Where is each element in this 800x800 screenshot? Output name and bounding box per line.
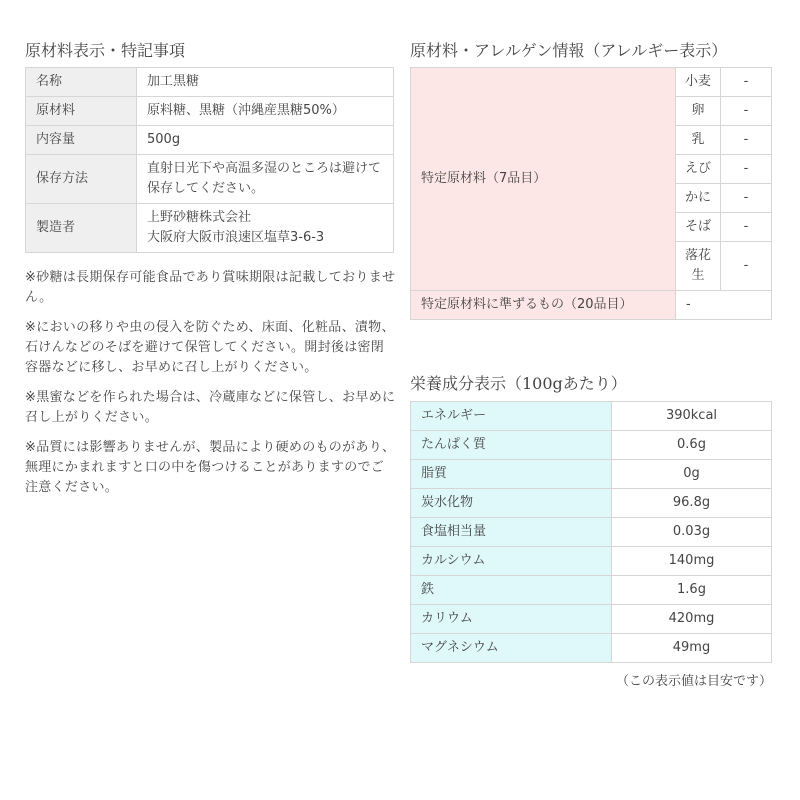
nutrient-name: 鉄 (411, 576, 612, 605)
nutrient-name: 炭水化物 (411, 489, 612, 518)
allergen-mark: - (721, 126, 772, 155)
nutrition-footnote: （この表示値は目安です） (615, 674, 772, 689)
note-item: ※においの移りや虫の侵入を防ぐため、床面、化粧品、漬物、石けんなどのそばを避けて保管してください。開封後は密閉容器などに移し、お早めに召し上がりください。 (25, 320, 395, 375)
allergen-item: 落花生 (676, 242, 721, 291)
table-row (411, 431, 772, 460)
spec-section-title: 原材料表示・特記事項 (25, 41, 186, 60)
allergen-mark: - (721, 97, 772, 126)
spec-label: 内容量 (26, 126, 137, 155)
allergen-item: えび (676, 155, 721, 184)
nutrient-name: 食塩相当量 (411, 518, 612, 547)
table-row (26, 155, 394, 204)
spec-value: 直射日光下や高温多湿のところは避けて保存してください。 (137, 155, 394, 204)
nutrient-name: 脂質 (411, 460, 612, 489)
spec-label: 製造者 (26, 204, 137, 253)
table-row (411, 68, 772, 97)
nutrient-value: 420mg (612, 605, 772, 634)
notes (25, 268, 397, 508)
allergen-item: 卵 (676, 97, 721, 126)
spec-value: 原料糖、黒糖（沖縄産黒糖50%） (137, 97, 394, 126)
nutrient-name: カルシウム (411, 547, 612, 576)
specific-ingredients-label: 特定原材料（7品目） (411, 68, 676, 291)
table-row (411, 291, 772, 320)
spec-label: 保存方法 (26, 155, 137, 204)
allergen-table (410, 67, 772, 320)
nutrient-value: 96.8g (612, 489, 772, 518)
note-item: ※黒蜜などを作られた場合は、冷蔵庫などに保管し、お早めに召し上がりください。 (25, 390, 396, 425)
spec-label: 原材料 (26, 97, 137, 126)
nutrient-value: 49mg (612, 634, 772, 663)
table-row (411, 402, 772, 431)
nutrient-name: たんぱく質 (411, 431, 612, 460)
nutrition-table (410, 401, 772, 663)
table-row (26, 204, 394, 253)
quasi-ingredients-label: 特定原材料に準ずるもの（20品目） (411, 291, 676, 320)
allergen-item: そば (676, 213, 721, 242)
allergen-mark: - (721, 242, 772, 291)
quasi-ingredients-value: - (676, 291, 772, 320)
spec-table (25, 67, 394, 253)
allergen-section-title: 原材料・アレルゲン情報（アレルギー表示） (410, 41, 728, 60)
note-item: ※品質には影響ありませんが、製品により硬めのものがあり、無理にかまれますと口の中を傷つけることがありますのでご注意ください。 (25, 440, 396, 495)
allergen-item: かに (676, 184, 721, 213)
allergen-item: 小麦 (676, 68, 721, 97)
nutrient-name: カリウム (411, 605, 612, 634)
table-row (411, 605, 772, 634)
table-row (411, 460, 772, 489)
allergen-mark: - (721, 213, 772, 242)
table-row (411, 547, 772, 576)
table-row (411, 634, 772, 663)
spec-value: 加工黒糖 (137, 68, 394, 97)
nutrient-value: 140mg (612, 547, 772, 576)
nutrient-name: エネルギー (411, 402, 612, 431)
nutrient-value: 0.6g (612, 431, 772, 460)
table-row (411, 489, 772, 518)
nutrient-value: 390kcal (612, 402, 772, 431)
spec-value: 上野砂糖株式会社 大阪府大阪市浪速区塩草3-6-3 (137, 204, 394, 253)
nutrition-section-title: 栄養成分表示（100gあたり） (410, 374, 627, 393)
nutrient-name: マグネシウム (411, 634, 612, 663)
spec-value: 500g (137, 126, 394, 155)
allergen-item: 乳 (676, 126, 721, 155)
table-row (26, 126, 394, 155)
allergen-mark: - (721, 184, 772, 213)
table-row (26, 97, 394, 126)
table-row (411, 576, 772, 605)
allergen-mark: - (721, 68, 772, 97)
note-item: ※砂糖は長期保存可能食品であり賞味期限は記載しておりません。 (25, 270, 396, 305)
table-row (411, 518, 772, 547)
table-row (26, 68, 394, 97)
nutrient-value: 1.6g (612, 576, 772, 605)
nutrient-value: 0g (612, 460, 772, 489)
allergen-mark: - (721, 155, 772, 184)
spec-label: 名称 (26, 68, 137, 97)
nutrient-value: 0.03g (612, 518, 772, 547)
